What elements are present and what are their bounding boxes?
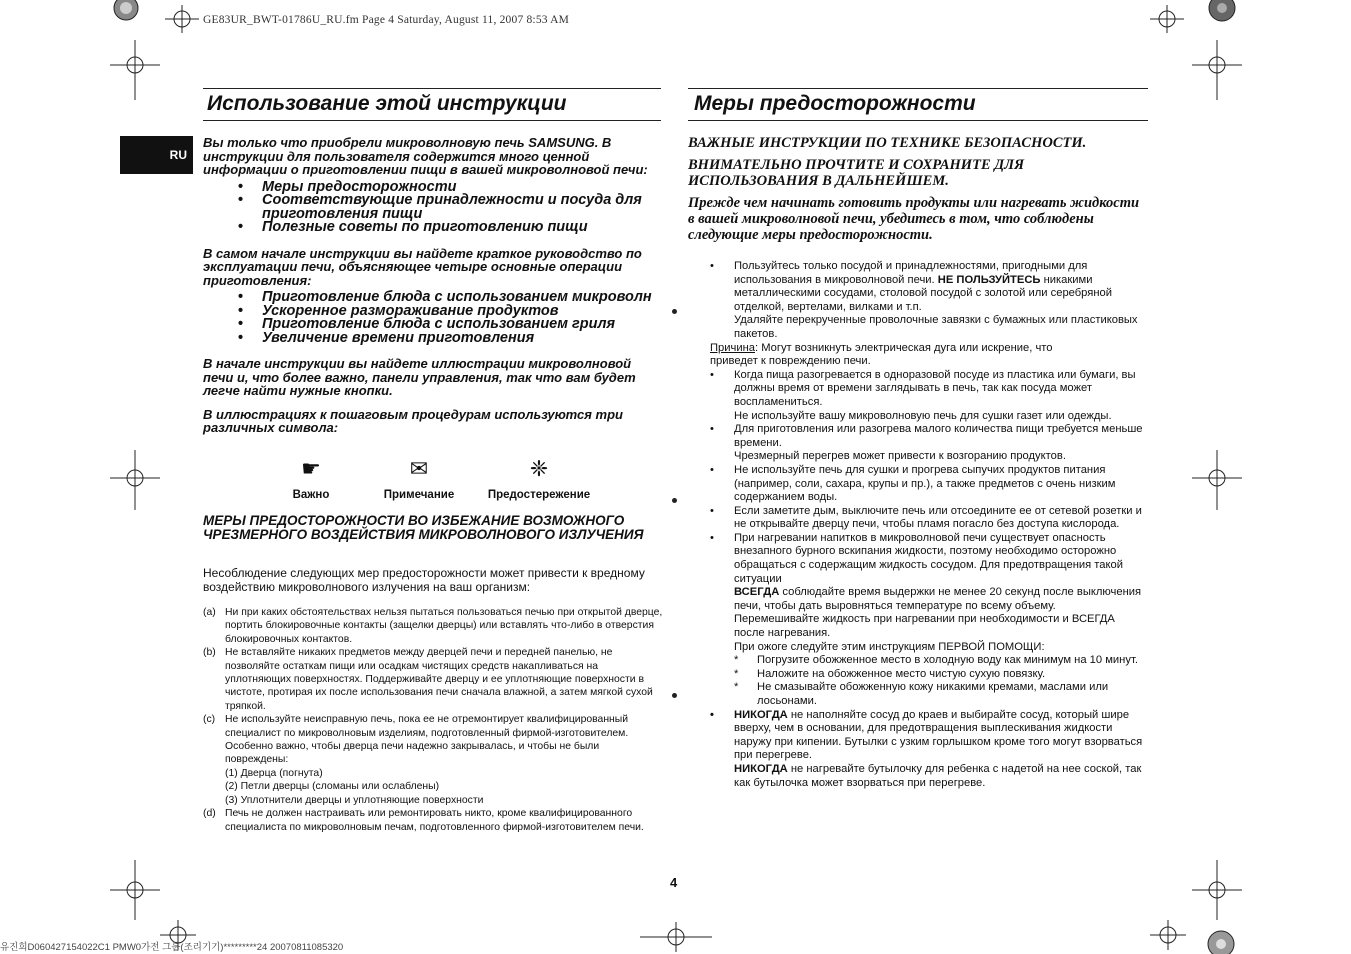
caution-star-icon: ❈ bbox=[529, 456, 549, 481]
item-text: Погрузите обожженное место в холодную воду как минимум на 10 минут. bbox=[757, 654, 1138, 667]
text-run: никакими металлическими сосудами, столовой посудой с золотой или серебряной отделкой, вертелами, вилками и т.п. Удаляйте перекрученные проволочные завязки с бумажных или пластиковых пакетов. bbox=[734, 273, 1138, 340]
crop-mark-right-top bbox=[1192, 40, 1242, 100]
crop-mark-left-top bbox=[110, 40, 160, 100]
symbol-label: Примечание bbox=[383, 489, 455, 501]
crop-mark-left-bottom bbox=[110, 860, 160, 920]
symbol-label: Предостережение bbox=[487, 489, 591, 501]
text-run: не нагревайте бутылочку для ребенка с надетой на нее соской, так как бутылочка может взорваться при перегреве. bbox=[734, 762, 1142, 789]
page-number: 4 bbox=[670, 875, 678, 890]
file-footer: 유진희D060427154022C1 PMW0가전 그룹(조리기기)*********24 20070811085320 bbox=[0, 942, 344, 953]
safety-list bbox=[688, 260, 1148, 790]
text-run: не наполняйте сосуд до краев и выбирайте сосуд, который шире вверху, чем в основании, для предотвращения выплескивания жидкости наружу при кипении. Бутылки с узким горлышком кроме того могут взорваться при перегреве. bbox=[734, 708, 1143, 762]
bullet: • bbox=[710, 504, 714, 517]
bullet: • bbox=[710, 260, 714, 272]
text-run-bold: ВСЕГДА bbox=[734, 586, 780, 599]
safety-heading: ВНИМАТЕЛЬНО ПРОЧТИТЕ И СОХРАНИТЕ ДЛЯ ИСПОЛЬЗОВАНИЯ В ДАЛЬНЕЙШЕМ. bbox=[688, 157, 1025, 189]
binding-dot bbox=[672, 309, 677, 314]
text-run-bold: НИКОГДА bbox=[734, 708, 788, 721]
list-item: • Соответствующие принадлежности и посуда для приготовления пищи bbox=[203, 194, 663, 221]
text-run-bold: НИКОГДА bbox=[734, 762, 788, 775]
symbols-legend bbox=[203, 455, 663, 509]
list-item bbox=[688, 369, 1148, 423]
item-text bbox=[734, 709, 1148, 791]
intro-paragraph: В иллюстрациях к пошаговым процедурам используются три различных символа: bbox=[203, 406, 623, 435]
item-text: Наложите на обожженное место чистую сухую повязку. bbox=[757, 667, 1046, 680]
registration-mark-top-right bbox=[1150, 5, 1184, 33]
safety-intro bbox=[688, 135, 1148, 249]
color-wheel-top-left bbox=[112, 0, 140, 22]
item-text: Не используйте печь для сушки и прогрева сыпучих продуктов питания (например, соли, сахара, крупы и пр.), а также предметов с очень низким содержанием воды. bbox=[734, 463, 1116, 504]
text-run: соблюдайте время выдержки не менее 20 секунд после выключения печи, чтобы дать выровняться температуре по всему объему. Перемешивайте жидкость при нагревании при необходимости и ВСЕГДА после нагревания. При ожоге следуйте этим инструкциям ПЕРВОЙ ПОМОЩИ: bbox=[734, 586, 1142, 653]
list-item bbox=[203, 713, 663, 807]
crop-mark-right-middle bbox=[1192, 450, 1242, 510]
intro-paragraph: В самом начале инструкции вы найдете краткое руководство по эксплуатации печи, объясняющее четыре основные операции приготовления: bbox=[203, 245, 642, 288]
item-text bbox=[688, 342, 1148, 369]
symbol-note bbox=[373, 455, 465, 501]
first-aid-item bbox=[688, 681, 1148, 708]
item-text bbox=[734, 260, 1148, 342]
first-aid-item bbox=[688, 654, 1148, 668]
star-marker: * bbox=[734, 681, 739, 694]
first-aid-item bbox=[688, 668, 1148, 682]
bullet: • bbox=[710, 423, 714, 436]
color-wheel-bottom-right bbox=[1206, 928, 1236, 954]
bullet: • bbox=[710, 531, 714, 544]
bullet: • bbox=[710, 708, 714, 721]
list-item: • Меры предосторожности bbox=[203, 181, 663, 195]
registration-mark-bottom-center bbox=[640, 922, 712, 952]
list-item bbox=[688, 464, 1148, 505]
item-key: (d) bbox=[203, 808, 216, 820]
binding-dot bbox=[672, 498, 677, 503]
star-marker: * bbox=[734, 667, 739, 680]
item-key: (c) bbox=[203, 714, 216, 726]
file-header: GE83UR_BWT-01786U_RU.fm Page 4 Saturday, August 11, 2007 8:53 AM bbox=[203, 14, 570, 26]
intro-paragraph: В начале инструкции вы найдете иллюстрации микроволновой печи и, что более важно, панели управления, так что вам будет легче найти нужные кнопки. bbox=[203, 356, 636, 398]
list-item bbox=[203, 807, 663, 834]
list-item: • Приготовление блюда с использованием микроволн bbox=[203, 291, 663, 305]
list-item bbox=[688, 709, 1148, 791]
cause-label: Причина bbox=[710, 341, 755, 354]
list-item bbox=[203, 606, 663, 646]
right-section-title: Меры предосторожности bbox=[694, 92, 976, 115]
contents-list bbox=[203, 178, 663, 235]
list-item: • Увеличение времени приготовления bbox=[203, 332, 663, 346]
precaution-items bbox=[203, 606, 663, 834]
binding-dot bbox=[672, 693, 677, 698]
item-text: Не используйте неисправную печь, пока ее не отремонтирует квалифицированный специалист по микроволновым изделиям, подготовленный фирмой-изготовителем. Особенно важно, чтобы дверца печи надежно закрывалась, и чтобы не были повреждены: (1) Дверца (погнута) (2) Петли дверцы (сломаны или ослаблены) (3) Уплотнители дверцы и уплотняющие поверхности bbox=[225, 714, 629, 806]
item-text bbox=[734, 532, 1148, 654]
safety-heading: ВАЖНЫЕ ИНСТРУКЦИИ ПО ТЕХНИКЕ БЕЗОПАСНОСТИ. bbox=[688, 135, 1087, 151]
symbol-label: Важно bbox=[292, 489, 330, 501]
left-intro bbox=[203, 136, 663, 445]
registration-mark-bottom-right bbox=[1150, 920, 1186, 950]
bullet: • bbox=[710, 368, 714, 381]
item-text: Ни при каких обстоятельствах нельзя пытаться пользоваться печью при открытой дверце, портить блокировочные контакты (защелки дверцы) или вставлять что-либо в отверстия блокировочных контактов. bbox=[225, 607, 663, 645]
exposure-warning-text: Несоблюдение следующих мер предосторожности может привести к вредному воздействию микроволнового излучения на ваш организм: bbox=[203, 566, 645, 594]
crop-mark-right-bottom bbox=[1192, 860, 1242, 920]
text-run-bold: НЕ ПОЛЬЗУЙТЕСЬ bbox=[937, 273, 1041, 286]
item-text: Не вставляйте никаких предметов между дверцей печи и передней панелью, не позволяйте остаткам пищи или осадкам чистящих средств накапливаться на уплотняющих поверхностях. Поддерживайте дверцу и ее уплотняющие поверхности в чистоте, протирая их после использования печи сначала влажной, а затем мягкой сухой тряпкой. bbox=[225, 647, 653, 712]
symbol-important bbox=[271, 455, 351, 501]
crop-mark-left-middle bbox=[110, 450, 160, 510]
list-item bbox=[688, 532, 1148, 654]
item-text: Если заметите дым, выключите печь или отсоедините ее от сетевой розетки и не открывайте дверцу печи, чтобы пламя погасло без доступа кислорода. bbox=[734, 504, 1142, 531]
list-item: • Ускоренное размораживание продуктов bbox=[203, 305, 663, 319]
safety-intro-paragraph: Прежде чем начинать готовить продукты или нагревать жидкости в вашей микроволновой печи, убедитесь в том, что соблюдены следующие меры предосторожности. bbox=[688, 195, 1140, 243]
list-item: • Полезные советы по приготовлению пищи bbox=[203, 221, 663, 235]
pointing-hand-icon: ☛ bbox=[301, 456, 321, 481]
left-title-rule-bottom bbox=[203, 120, 661, 121]
text-run: Пользуйтесь только посудой и принадлежностями, пригодными для использования в микроволновой печи. bbox=[734, 260, 1088, 286]
symbol-caution bbox=[479, 455, 599, 501]
bullet: • bbox=[710, 463, 714, 476]
intro-paragraph: Вы только что приобрели микроволновую печь SAMSUNG. В инструкции для пользователя содержится много ценной информации о приготовлении пищи в вашей микроволновой печи: bbox=[203, 135, 648, 177]
language-tab: RU bbox=[120, 136, 193, 174]
star-marker: * bbox=[734, 654, 739, 667]
list-item bbox=[203, 646, 663, 713]
item-key: (b) bbox=[203, 647, 216, 659]
list-item bbox=[688, 505, 1148, 532]
left-title-rule-top bbox=[203, 88, 661, 89]
list-item: • Приготовление блюда с использованием гриля bbox=[203, 318, 663, 332]
item-key: (a) bbox=[203, 607, 216, 618]
list-item bbox=[688, 423, 1148, 464]
registration-mark-top-left bbox=[165, 5, 199, 33]
right-title-rule-top bbox=[688, 88, 1148, 89]
exposure-warning-heading: МЕРЫ ПРЕДОСТОРОЖНОСТИ ВО ИЗБЕЖАНИЕ ВОЗМОЖНОГО ЧРЕЗМЕРНОГО ВОЗДЕЙСТВИЯ МИКРОВОЛНОВОГО ИЗЛУЧЕНИЯ bbox=[203, 513, 644, 542]
item-text: Когда пища разогревается в одноразовой посуде из пластика или бумаги, вы должны время от времени заглядывать в печь, так как посуда может воспламениться. Не используйте вашу микроволновую печь для сушки газет или одежды. bbox=[734, 368, 1136, 422]
text-run: При нагревании напитков в микроволновой печи существует опасность внезапного бурного вскипания жидкости, поэтому необходимо осторожно обращаться с содержащим жидкость сосудом. Для предотвращения такой ситуации bbox=[734, 531, 1124, 585]
item-text: Не смазывайте обожженную кожу никакими кремами, маслами или лосьонами. bbox=[757, 681, 1109, 707]
item-text: Для приготовления или разогрева малого количества пищи требуется меньше времени. Чрезмерный перегрев может привести к возгоранию продуктов. bbox=[734, 423, 1143, 463]
cause-line bbox=[688, 342, 1148, 369]
right-title-rule-bottom bbox=[688, 120, 1148, 121]
list-item bbox=[688, 260, 1148, 342]
text-run: : Могут возникнуть электрическая дуга или искрение, что приведет к повреждению печи. bbox=[710, 341, 1053, 368]
item-text: Печь не должен настраивать или ремонтировать никто, кроме квалифицированного специалиста по микроволновым печам, подготовленного фирмой-изготовителем печи. bbox=[225, 808, 644, 833]
operations-list bbox=[203, 291, 663, 345]
color-wheel-top-right bbox=[1207, 0, 1237, 24]
envelope-icon: ✉ bbox=[409, 456, 429, 481]
left-section-title: Использование этой инструкции bbox=[207, 92, 567, 115]
